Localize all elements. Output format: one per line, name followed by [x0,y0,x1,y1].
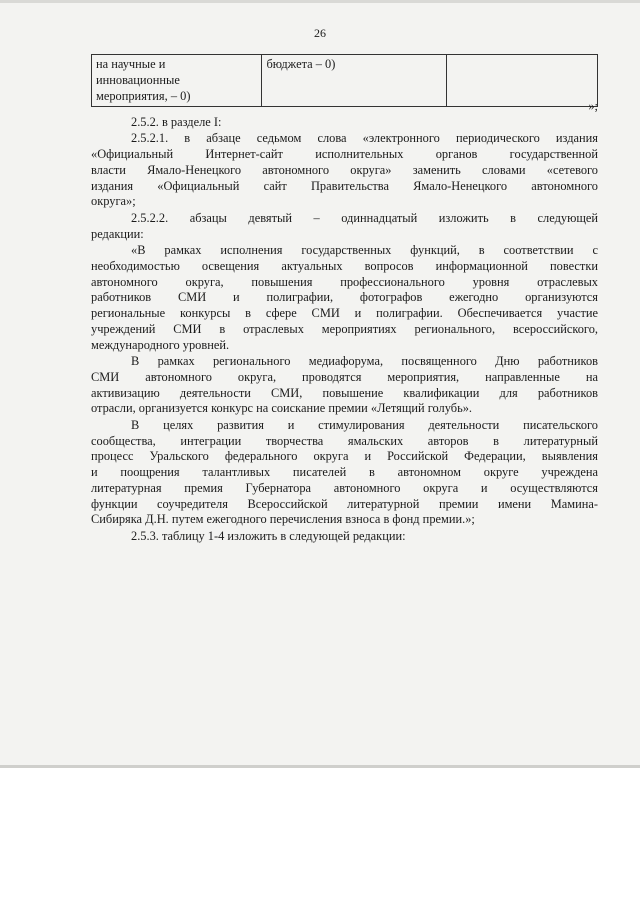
text-line: «Официальный Интернет-сайт исполнительных органов государственной [91,147,598,162]
text-line: региональные конкурсы в сфере СМИ и полиграфии. Обеспечивается участие [91,306,598,321]
text-line: литературная премия Губернатора автономного округа и осуществляются [91,480,598,495]
text-line: международного уровней. [91,337,230,352]
text-line: сообщества, интеграции творчества ямальских авторов в литературный [91,433,598,448]
text-line: необходимостью освещения актуальных вопросов информационной повестки [91,259,598,274]
cell-line: на научные и [96,57,166,71]
text-line: процесс Уральского федерального округа и Российской Федерации, выявления [91,449,598,464]
text-line: издания «Официальный сайт Правительства Ямало-Ненецкого автономного [91,178,598,193]
scan-edge-bottom [0,765,640,768]
text-line: работников СМИ и полиграфии, фотографов ежегодно организуются [91,290,598,305]
paragraph [91,529,598,545]
text-line: 2.5.2.1. в абзаце седьмом слова «электронного периодического издания [131,131,598,146]
text-line: функции соучредителя Всероссийской литературной премии имени Мамина- [91,496,598,511]
text-line: автономного округа, повышения профессионального уровня отраслевых [91,274,598,289]
text-line: 2.5.2. в разделе I: [131,114,222,129]
paragraph [91,211,598,242]
document-body [91,99,598,545]
cell-line: бюджета – 0) [266,57,336,71]
text-line: редакции: [91,226,144,241]
text-line: В рамках регионального медиафорума, посвященного Дню работников [131,354,598,369]
paragraph [91,418,598,528]
scan-edge-top [0,0,640,3]
text-line: СМИ автономного округа, проводятся мероприятия, направленные на [91,369,598,384]
text-line: учреждений СМИ в отраслевых мероприятиях регионального, всероссийского, [91,321,598,336]
cell-line: мероприятия, – 0) [96,89,191,103]
text-line: округа»; [91,194,136,209]
text-line: «В рамках исполнения государственных функций, в соответствии с [131,243,598,258]
cell-line: инновационные [96,73,180,87]
closing-quote-mark: »; [588,99,598,113]
text-line: 2.5.3. таблицу 1-4 изложить в следующей редакции: [131,528,406,543]
text-line: 2.5.2.2. абзацы девятый – одиннадцатый изложить в следующей [131,210,598,225]
text-line: Сибиряка Д.Н. путем ежегодного перечисления взноса в фонд премии.»; [91,512,475,527]
paragraph [91,354,598,417]
text-line: активизацию деятельности СМИ, повышение квалификации для работников [91,385,598,400]
text-line: В целях развития и стимулирования деятельности писательского [131,418,598,433]
paragraph [91,115,598,131]
page-number: 26 [314,26,326,40]
paragraph [91,243,598,353]
text-line: отрасли, организуется конкурс на соискание премии «Летящий голубь». [91,401,473,416]
text-line: и поощрения талантливых писателей в автономном округе учреждена [91,465,598,480]
paragraph [91,131,598,210]
text-line: власти Ямало-Ненецкого автономного округа» заменить словами «сетевого [91,162,598,177]
